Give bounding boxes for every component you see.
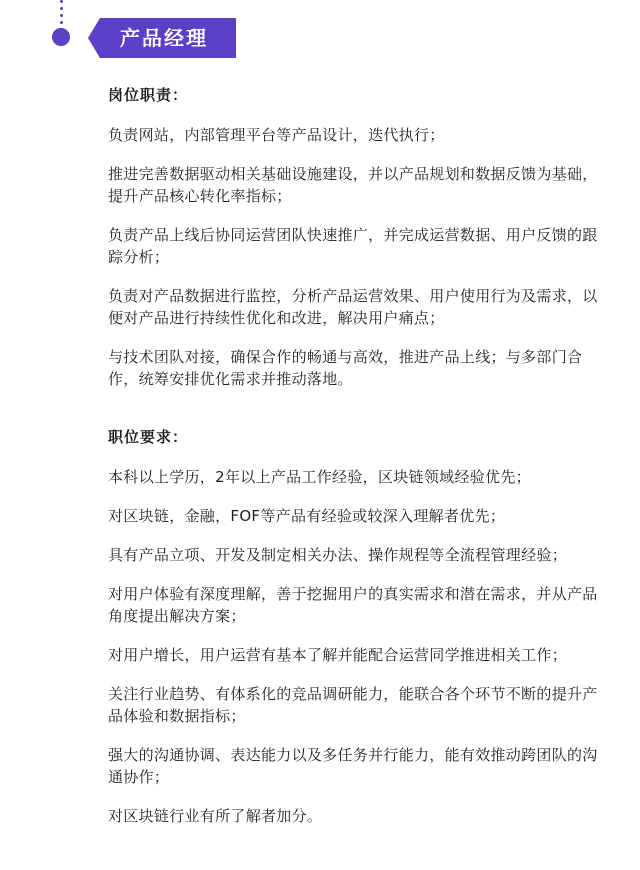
list-item: 与技术团队对接，确保合作的畅通与高效，推进产品上线；与多部门合作，统筹安排优化需求并推动落地。 <box>108 348 583 388</box>
timeline-dot <box>60 0 63 3</box>
list-item: 关注行业趋势、有体系化的竞品调研能力，能联合各个环节不断的提升产品体验和数据指标； <box>108 685 598 725</box>
list-item: 对区块链行业有所了解者加分。 <box>108 807 323 825</box>
list-item: 具有产品立项、开发及制定相关办法、操作规程等全流程管理经验； <box>108 546 568 564</box>
list-item: 对区块链，金融，FOF等产品有经验或较深入理解者优先； <box>108 507 506 525</box>
timeline-node-icon <box>52 28 70 46</box>
job-description <box>108 84 608 844</box>
list-item: 本科以上学历，2年以上产品工作经验，区块链领域经验优先； <box>108 468 531 486</box>
list-item: 强大的沟通协调、表达能力以及多任务并行能力，能有效推动跨团队的沟通协作； <box>108 746 598 786</box>
timeline-dot <box>60 7 63 10</box>
timeline-dot <box>60 14 63 17</box>
section-responsibilities <box>108 84 608 390</box>
timeline-dotted-line <box>60 0 64 26</box>
list-item: 负责产品上线后协同运营团队快速推广，并完成运营数据、用户反馈的跟踪分析； <box>108 226 598 266</box>
page-title: 产品经理 <box>120 26 208 50</box>
section-requirements <box>108 426 608 827</box>
title-tag <box>88 18 236 58</box>
section-heading: 职位要求： <box>108 428 189 446</box>
list-item: 对用户增长，用户运营有基本了解并能配合运营同学推进相关工作； <box>108 646 568 664</box>
section-heading: 岗位职责： <box>108 86 189 104</box>
list-item: 对用户体验有深度理解，善于挖掘用户的真实需求和潜在需求，并从产品角度提出解决方案； <box>108 585 598 625</box>
timeline-dot <box>60 21 63 24</box>
list-item: 负责网站，内部管理平台等产品设计，迭代执行； <box>108 126 445 144</box>
list-item: 推进完善数据驱动相关基础设施建设，并以产品规划和数据反馈为基础，提升产品核心转化率指标； <box>108 165 598 205</box>
list-item: 负责对产品数据进行监控，分析产品运营效果、用户使用行为及需求，以便对产品进行持续性优化和改进，解决用户痛点； <box>108 287 598 327</box>
